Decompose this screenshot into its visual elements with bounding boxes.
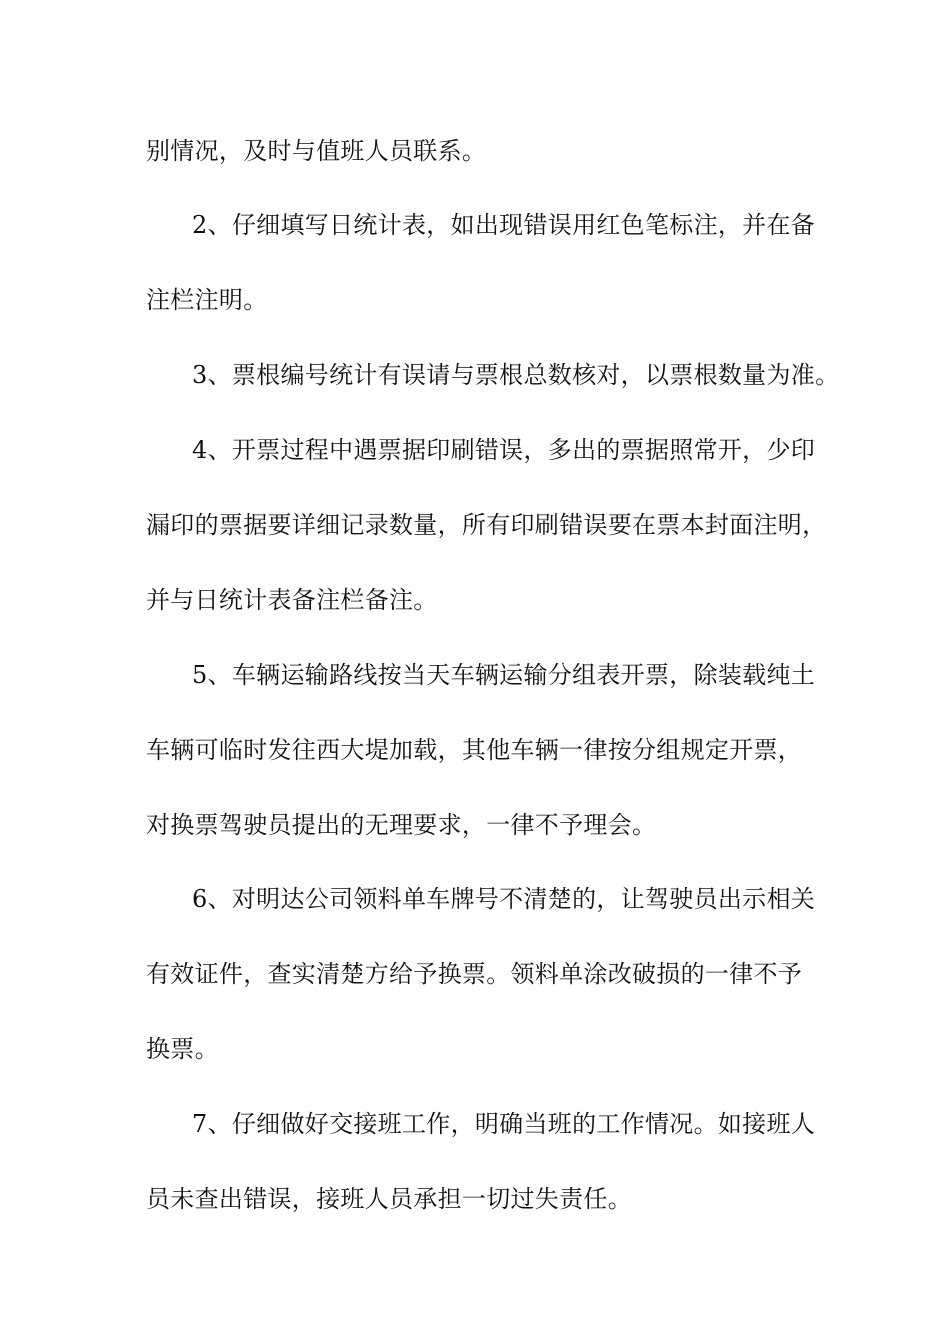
text-line-8: 5、车辆运输路线按当天车辆运输分组表开票，除装载纯土	[192, 661, 816, 689]
text-line-9: 车辆可临时发往西大堤加载，其他车辆一律按分组规定开票，	[146, 736, 803, 764]
text-line-11: 6、对明达公司领料单车牌号不清楚的，让驾驶员出示相关	[192, 885, 816, 913]
text-line-4: 3、票根编号统计有误请与票根总数核对，以票根数量为准。	[192, 361, 840, 389]
text-line-2: 2、仔细填写日统计表，如出现错误用红色笔标注，并在备	[192, 211, 816, 239]
text-line-1: 别情况，及时与值班人员联系。	[146, 137, 487, 165]
text-line-15: 员未查出错误，接班人员承担一切过失责任。	[146, 1185, 632, 1213]
text-line-12: 有效证件，查实清楚方给予换票。领料单涂改破损的一律不予	[146, 960, 803, 988]
text-line-13: 换票。	[146, 1035, 219, 1063]
text-line-10: 对换票驾驶员提出的无理要求，一律不予理会。	[146, 811, 657, 839]
text-line-6: 漏印的票据要详细记录数量，所有印刷错误要在票本封面注明，	[146, 511, 827, 539]
text-line-14: 7、仔细做好交接班工作，明确当班的工作情况。如接班人	[192, 1110, 816, 1138]
text-line-3: 注栏注明。	[146, 286, 268, 314]
text-line-5: 4、开票过程中遇票据印刷错误，多出的票据照常开，少印	[192, 436, 816, 464]
text-line-7: 并与日统计表备注栏备注。	[146, 586, 438, 614]
